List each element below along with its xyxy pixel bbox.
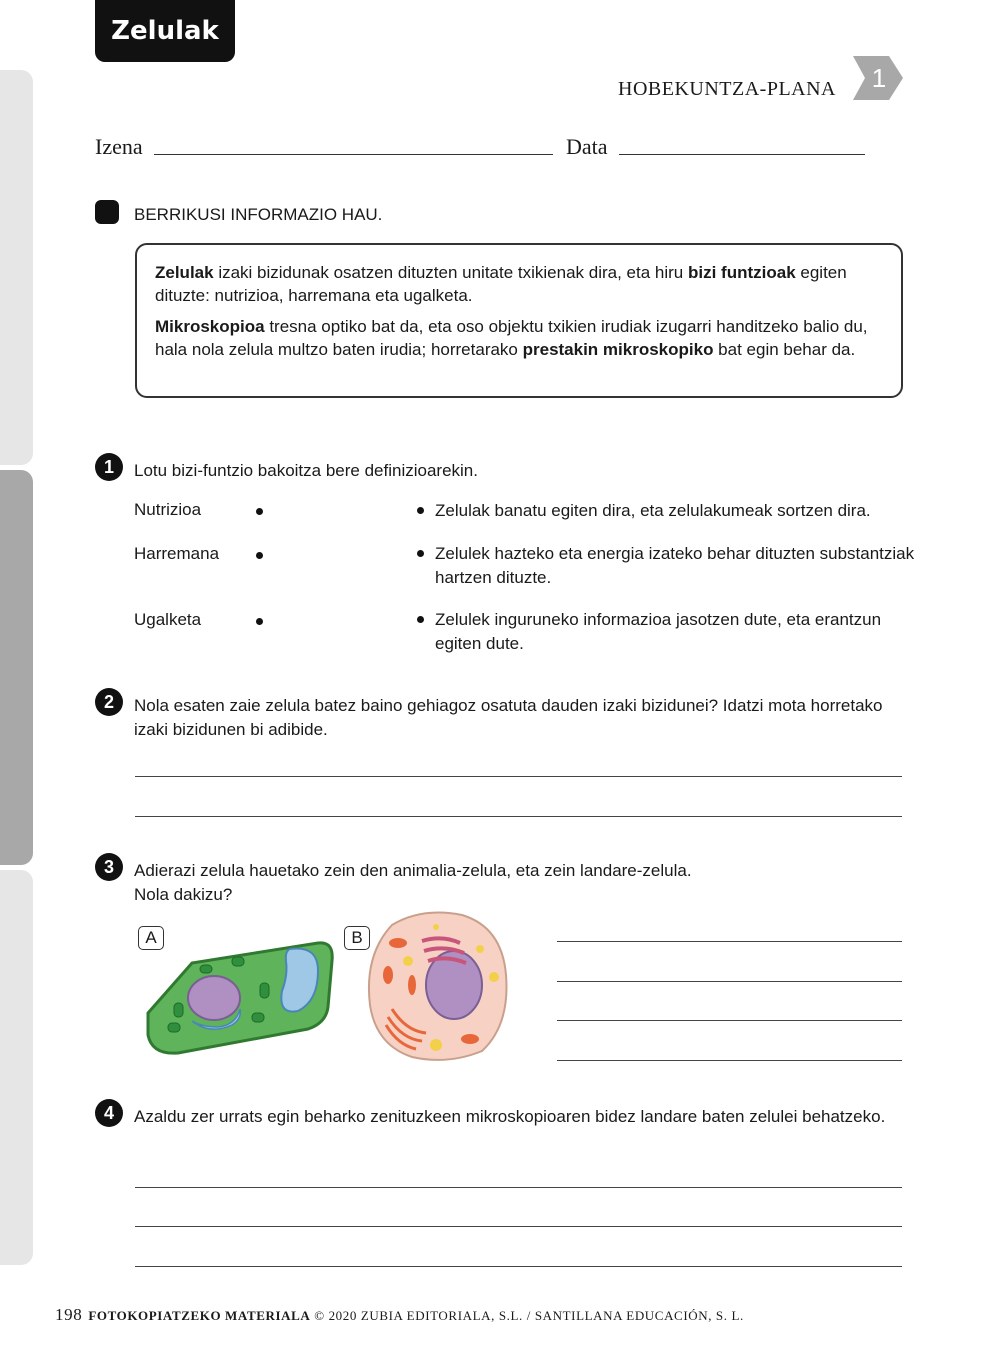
match-dot-left[interactable] [256,552,263,559]
answer-line[interactable] [557,941,902,942]
match-left-item: Nutrizioa [134,500,202,519]
match-right-item: Zelulek inguruneko informazioa jasotzen dute, eta erantzun egiten dute. [417,608,925,656]
section-marker [95,200,119,224]
match-dot-left[interactable] [256,508,263,515]
plan-label: HOBEKUNTZA-PLANA [618,78,836,100]
question-number-4: 4 [95,1099,123,1127]
info-paragraph-2: Mikroskopioa tresna optiko bat da, eta oso objektu txikien irudiak izugarri handitzeko balio du, hala nola zelula multzo baten irudia; horretarako prestakin mikroskopiko bat egin behar da. [155,317,868,359]
plan-number: 1 [871,63,887,93]
question-number-3: 3 [95,853,123,881]
review-heading: BERRIKUSI INFORMAZIO HAU. [134,205,383,224]
plant-cell-image [140,935,340,1060]
question-1-text: Lotu bizi-funtzio bakoitza bere definizioarekin. [134,461,478,480]
question-3-text: Adierazi zelula hauetako zein den animalia-zelula, eta zein landare-zelula. Nola dakizu? [134,861,692,904]
side-tab-bottom [0,870,33,1265]
answer-line[interactable] [557,981,902,982]
side-tab-active [0,470,33,865]
name-field[interactable] [154,154,553,155]
footer-copyright: © 2020 ZUBIA EDITORIALA, S.L. / SANTILLANA EDUCACIÓN, S. L. [310,1308,744,1323]
answer-line[interactable] [135,1266,902,1267]
side-tab-top [0,70,33,465]
footer-bold: FOTOKOPIATZEKO MATERIALA [88,1308,311,1323]
info-paragraph-1: Zelulak izaki bizidunak osatzen dituzten unitate txikienak dira, eta hiru bizi funtzioak egiten dituzte: nutrizioa, harremana eta ugalketa. [155,263,847,305]
match-right-item: Zelulek hazteko eta energia izateko behar dituzten substantziak hartzen dituzte. [417,542,925,590]
cell-label-a: A [138,926,164,950]
info-box [135,243,903,398]
chapter-title: Zelulak [95,0,235,62]
answer-line[interactable] [135,1187,902,1188]
name-label: Izena [95,134,143,159]
match-dot-right[interactable] [417,507,424,514]
match-left-item: Harremana [134,544,220,563]
answer-line[interactable] [135,816,902,817]
answer-line[interactable] [557,1020,902,1021]
match-dot-right[interactable] [417,550,424,557]
question-4-text: Azaldu zer urrats egin beharko zenituzkeen mikroskopioaren bidez landare baten zelulei behatzeko. [134,1107,886,1126]
answer-line[interactable] [557,1060,902,1061]
match-right-item: Zelulak banatu egiten dira, eta zelulakumeak sortzen dira. [417,499,925,523]
match-dot-right[interactable] [417,616,424,623]
answer-line[interactable] [135,1226,902,1227]
page-footer [55,1305,744,1325]
date-label: Data [566,134,608,159]
date-field[interactable] [619,154,865,155]
match-left-item: Ugalketa [134,610,202,629]
question-number-1: 1 [95,453,123,481]
page-number: 198 [55,1305,83,1324]
plan-number-badge [853,56,905,100]
question-2-text: Nola esaten zaie zelula batez baino gehiagoz osatuta dauden izaki bizidunei? Idatzi mota horretako izaki bizidunen bi adibide. [134,696,883,739]
cell-label-b: B [344,926,370,950]
animal-cell-image [362,905,512,1065]
question-number-2: 2 [95,688,123,716]
match-dot-left[interactable] [256,618,263,625]
answer-line[interactable] [135,776,902,777]
